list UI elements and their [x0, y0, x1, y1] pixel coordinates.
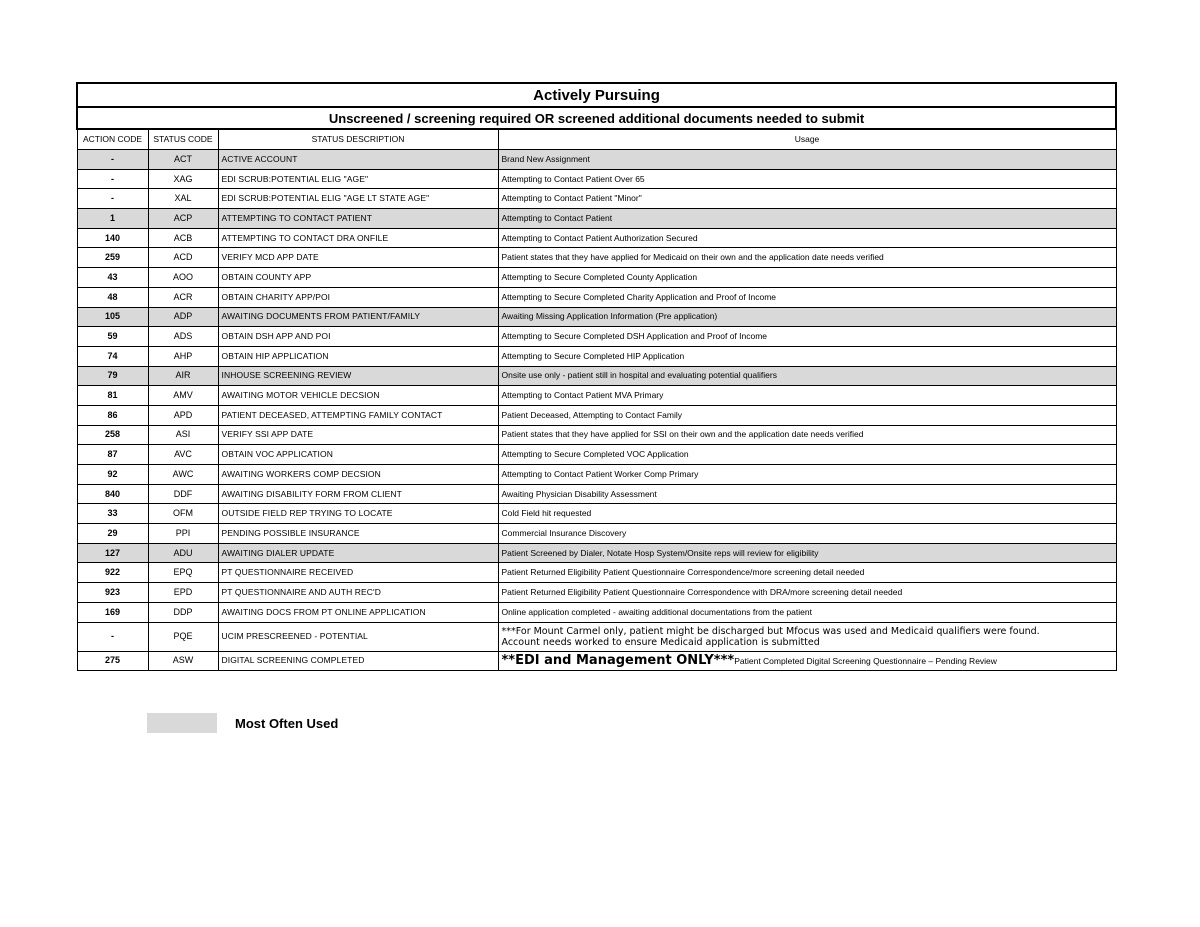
- status-description-cell: EDI SCRUB:POTENTIAL ELIG "AGE LT STATE AGE": [218, 189, 498, 209]
- header-action-code: ACTION CODE: [77, 129, 148, 150]
- status-description-cell: OBTAIN COUNTY APP: [218, 268, 498, 288]
- status-code-cell: PPI: [148, 524, 218, 544]
- status-description-cell: ATTEMPTING TO CONTACT DRA ONFILE: [218, 228, 498, 248]
- table-row: [77, 504, 1116, 524]
- action-code-cell: 127: [77, 543, 148, 563]
- usage-text: Patient Completed Digital Screening Questionnaire – Pending Review: [734, 655, 997, 666]
- action-code-cell: 48: [77, 287, 148, 307]
- status-description-cell: PT QUESTIONNAIRE RECEIVED: [218, 563, 498, 583]
- status-description-cell: AWAITING WORKERS COMP DECSION: [218, 465, 498, 485]
- action-code-cell: 81: [77, 386, 148, 406]
- usage-cell: Attempting to Secure Completed Charity Application and Proof of Income: [498, 287, 1116, 307]
- table-row-asw: [77, 651, 1116, 671]
- table-row: [77, 209, 1116, 229]
- table-row: [77, 386, 1116, 406]
- action-code-cell: 87: [77, 445, 148, 465]
- status-code-cell: ASI: [148, 425, 218, 445]
- table-row: [77, 346, 1116, 366]
- usage-cell: Patient Returned Eligibility Patient Questionnaire Correspondence/more screening detail needed: [498, 563, 1116, 583]
- status-code-cell: AWC: [148, 465, 218, 485]
- status-code-cell: ADS: [148, 327, 218, 347]
- status-description-cell: OBTAIN DSH APP AND POI: [218, 327, 498, 347]
- usage-cell: Patient Screened by Dialer, Notate Hosp System/Onsite reps will review for eligibility: [498, 543, 1116, 563]
- table-row: [77, 228, 1116, 248]
- usage-cell: Patient Deceased, Attempting to Contact Family: [498, 405, 1116, 425]
- table-row: [77, 268, 1116, 288]
- usage-cell: Attempting to Contact Patient Over 65: [498, 169, 1116, 189]
- action-code-cell: 105: [77, 307, 148, 327]
- action-code-cell: 1: [77, 209, 148, 229]
- table-row: [77, 524, 1116, 544]
- status-code-cell: AMV: [148, 386, 218, 406]
- status-description-cell: PENDING POSSIBLE INSURANCE: [218, 524, 498, 544]
- usage-cell: Attempting to Secure Completed HIP Application: [498, 346, 1116, 366]
- status-code-cell: AVC: [148, 445, 218, 465]
- usage-cell: Online application completed - awaiting additional documentations from the patient: [498, 602, 1116, 622]
- status-description-cell: PT QUESTIONNAIRE AND AUTH REC'D: [218, 583, 498, 603]
- header-status-code: STATUS CODE: [148, 129, 218, 150]
- usage-cell: Patient states that they have applied for SSI on their own and the application date needs verified: [498, 425, 1116, 445]
- table-row: [77, 189, 1116, 209]
- status-description-cell: OUTSIDE FIELD REP TRYING TO LOCATE: [218, 504, 498, 524]
- status-code-cell: ACT: [148, 150, 218, 170]
- table-row: [77, 248, 1116, 268]
- table-row: [77, 445, 1116, 465]
- action-code-cell: -: [77, 189, 148, 209]
- table-subtitle: Unscreened / screening required OR screened additional documents needed to submit: [77, 107, 1116, 129]
- status-description-cell: VERIFY MCD APP DATE: [218, 248, 498, 268]
- action-code-cell: -: [77, 622, 148, 651]
- table-row: [77, 465, 1116, 485]
- usage-cell: Onsite use only - patient still in hospital and evaluating potential qualifiers: [498, 366, 1116, 386]
- action-code-cell: 92: [77, 465, 148, 485]
- table-row: [77, 484, 1116, 504]
- usage-cell: Awaiting Physician Disability Assessment: [498, 484, 1116, 504]
- action-code-cell: 86: [77, 405, 148, 425]
- usage-cell: Commercial Insurance Discovery: [498, 524, 1116, 544]
- status-code-sheet: [76, 82, 1115, 671]
- status-description-cell: AWAITING DOCUMENTS FROM PATIENT/FAMILY: [218, 307, 498, 327]
- usage-cell: Attempting to Contact Patient MVA Primary: [498, 386, 1116, 406]
- usage-cell: Attempting to Contact Patient Authorization Secured: [498, 228, 1116, 248]
- status-code-cell: OFM: [148, 504, 218, 524]
- status-code-cell: EPD: [148, 583, 218, 603]
- action-code-cell: 258: [77, 425, 148, 445]
- status-description-cell: OBTAIN VOC APPLICATION: [218, 445, 498, 465]
- status-description-cell: ATTEMPTING TO CONTACT PATIENT: [218, 209, 498, 229]
- status-description-cell: EDI SCRUB:POTENTIAL ELIG "AGE": [218, 169, 498, 189]
- status-code-cell: ACB: [148, 228, 218, 248]
- usage-cell: Attempting to Secure Completed County Application: [498, 268, 1116, 288]
- usage-cell: [498, 622, 1116, 651]
- status-code-cell: XAG: [148, 169, 218, 189]
- status-description-cell: INHOUSE SCREENING REVIEW: [218, 366, 498, 386]
- action-code-cell: -: [77, 150, 148, 170]
- usage-cell: Attempting to Contact Patient: [498, 209, 1116, 229]
- action-code-cell: 169: [77, 602, 148, 622]
- usage-cell: Attempting to Secure Completed DSH Application and Proof of Income: [498, 327, 1116, 347]
- table-row: [77, 563, 1116, 583]
- table-row-pqe: [77, 622, 1116, 651]
- table-row: [77, 287, 1116, 307]
- table-row: [77, 543, 1116, 563]
- usage-cell: Brand New Assignment: [498, 150, 1116, 170]
- table-body: [77, 150, 1116, 623]
- usage-cell: Attempting to Secure Completed VOC Application: [498, 445, 1116, 465]
- usage-cell: [498, 651, 1116, 671]
- status-description-cell: AWAITING DISABILITY FORM FROM CLIENT: [218, 484, 498, 504]
- table-row: [77, 307, 1116, 327]
- usage-cell: Attempting to Contact Patient "Minor": [498, 189, 1116, 209]
- status-code-cell: ACP: [148, 209, 218, 229]
- usage-emphasis: **EDI and Management ONLY***: [501, 652, 735, 668]
- header-usage: Usage: [498, 129, 1116, 150]
- legend-label: Most Often Used: [235, 715, 339, 731]
- status-code-table: [76, 82, 1117, 671]
- status-description-cell: AWAITING DIALER UPDATE: [218, 543, 498, 563]
- table-row: [77, 405, 1116, 425]
- status-code-cell: AIR: [148, 366, 218, 386]
- action-code-cell: 275: [77, 651, 148, 671]
- status-description-cell: OBTAIN HIP APPLICATION: [218, 346, 498, 366]
- action-code-cell: 140: [77, 228, 148, 248]
- table-row: [77, 602, 1116, 622]
- status-description-cell: AWAITING MOTOR VEHICLE DECSION: [218, 386, 498, 406]
- header-status-description: STATUS DESCRIPTION: [218, 129, 498, 150]
- table-row: [77, 366, 1116, 386]
- action-code-cell: -: [77, 169, 148, 189]
- status-code-cell: APD: [148, 405, 218, 425]
- table-row: [77, 583, 1116, 603]
- usage-line-2: Account needs worked to ensure Medicaid application is submitted: [501, 636, 820, 648]
- status-description-cell: VERIFY SSI APP DATE: [218, 425, 498, 445]
- status-code-cell: PQE: [148, 622, 218, 651]
- table-row: [77, 327, 1116, 347]
- action-code-cell: 922: [77, 563, 148, 583]
- status-code-cell: ACD: [148, 248, 218, 268]
- status-code-cell: ADP: [148, 307, 218, 327]
- table-special-rows: [77, 622, 1116, 671]
- usage-cell: Patient states that they have applied for Medicaid on their own and the application date needs verified: [498, 248, 1116, 268]
- usage-cell: Attempting to Contact Patient Worker Comp Primary: [498, 465, 1116, 485]
- status-description-cell: PATIENT DECEASED, ATTEMPTING FAMILY CONTACT: [218, 405, 498, 425]
- table-title: Actively Pursuing: [77, 83, 1116, 107]
- table-row: [77, 169, 1116, 189]
- status-code-cell: ACR: [148, 287, 218, 307]
- status-code-cell: EPQ: [148, 563, 218, 583]
- status-description-cell: ACTIVE ACCOUNT: [218, 150, 498, 170]
- action-code-cell: 74: [77, 346, 148, 366]
- action-code-cell: 43: [77, 268, 148, 288]
- status-code-cell: DDF: [148, 484, 218, 504]
- usage-cell: Cold Field hit requested: [498, 504, 1116, 524]
- table-row: [77, 150, 1116, 170]
- status-code-cell: XAL: [148, 189, 218, 209]
- status-code-cell: ADU: [148, 543, 218, 563]
- action-code-cell: 79: [77, 366, 148, 386]
- status-description-cell: OBTAIN CHARITY APP/POI: [218, 287, 498, 307]
- status-code-cell: DDP: [148, 602, 218, 622]
- action-code-cell: 259: [77, 248, 148, 268]
- action-code-cell: 29: [77, 524, 148, 544]
- legend-swatch: [147, 713, 217, 733]
- legend: [147, 713, 338, 733]
- status-description-cell: AWAITING DOCS FROM PT ONLINE APPLICATION: [218, 602, 498, 622]
- usage-cell: Awaiting Missing Application Information (Pre application): [498, 307, 1116, 327]
- usage-cell: Patient Returned Eligibility Patient Questionnaire Correspondence with DRA/more screening detail needed: [498, 583, 1116, 603]
- status-code-cell: AOO: [148, 268, 218, 288]
- action-code-cell: 33: [77, 504, 148, 524]
- action-code-cell: 59: [77, 327, 148, 347]
- status-code-cell: AHP: [148, 346, 218, 366]
- status-code-cell: ASW: [148, 651, 218, 671]
- action-code-cell: 840: [77, 484, 148, 504]
- action-code-cell: 923: [77, 583, 148, 603]
- usage-line-1: ***For Mount Carmel only, patient might be discharged but Mfocus was used and Medicaid qualifiers were found.: [501, 625, 1040, 637]
- status-description-cell: DIGITAL SCREENING COMPLETED: [218, 651, 498, 671]
- table-row: [77, 425, 1116, 445]
- status-description-cell: UCIM PRESCREENED - POTENTIAL: [218, 622, 498, 651]
